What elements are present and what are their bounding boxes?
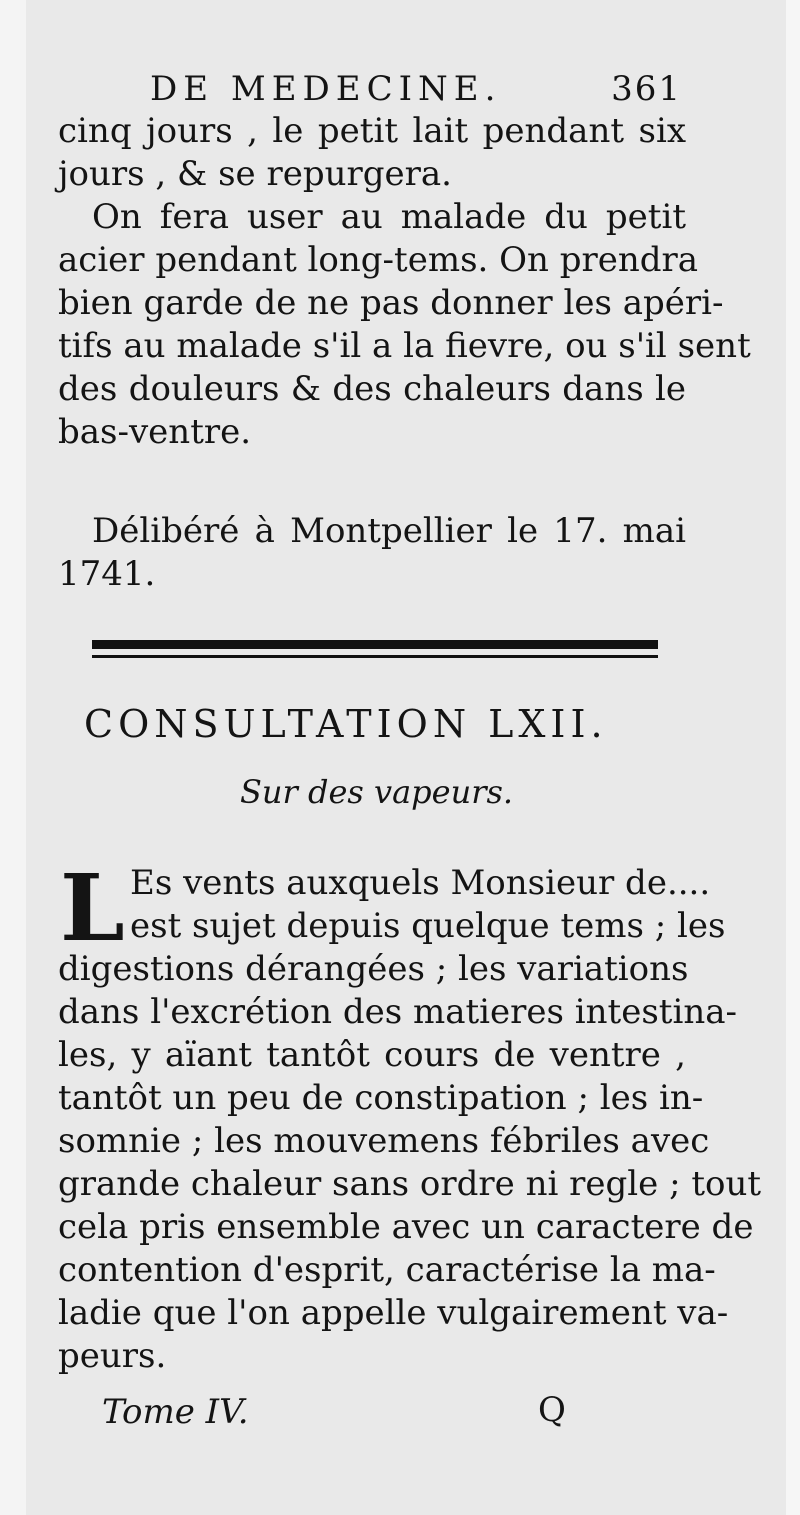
page-right-edge (786, 0, 800, 1515)
drop-cap-lines (130, 862, 726, 948)
consultation-title: CONSULTATION LXII. (84, 702, 608, 746)
text-line: dans l'excrétion des matieres intestina- (58, 992, 737, 1032)
page-number: 361 (611, 69, 682, 109)
text-line: peurs. (58, 1336, 167, 1376)
text-line: bas-ventre. (58, 412, 252, 452)
text-line: On fera user au malade du petit (92, 197, 686, 237)
text-line: cinq jours , le petit lait pendant six (58, 111, 686, 151)
text-line: cela pris ensemble avec un caractere de (58, 1207, 754, 1247)
text-line: Délibéré à Montpellier le 17. mai (92, 511, 686, 551)
text-line: des douleurs & des chaleurs dans le (58, 369, 686, 409)
text-line: grande chaleur sans ordre ni regle ; tout (58, 1164, 762, 1204)
page-left-edge (0, 0, 26, 1515)
text-line: ladie que l'on appelle vulgairement va- (58, 1293, 729, 1333)
section-divider-thin (92, 655, 658, 658)
text-line: jours , & se repurgera. (58, 154, 452, 194)
text-line: les, y aïant tantôt cours de ventre , (58, 1035, 686, 1075)
text-line: est sujet depuis quelque tems ; les (130, 906, 726, 946)
text-line: bien garde de ne pas donner les apéri- (58, 283, 724, 323)
text-line: 1741. (58, 554, 156, 594)
text-line: somnie ; les mouvemens fébriles avec (58, 1121, 710, 1161)
text-line: tantôt un peu de constipation ; les in- (58, 1078, 704, 1118)
section-divider-thick (92, 640, 658, 649)
text-line: contention d'esprit, caractérise la ma- (58, 1250, 716, 1290)
text-line: acier pendant long-tems. On prendra (58, 240, 699, 280)
signature-mark: Q (538, 1390, 566, 1430)
drop-cap: L (60, 854, 125, 962)
text-line: digestions dérangées ; les variations (58, 949, 689, 989)
deliberation-note (58, 510, 686, 596)
text-line: Es vents auxquels Monsieur de.... (130, 863, 711, 903)
text-line: tifs au malade s'il a la fievre, ou s'il sent (58, 326, 751, 366)
consultation-subtitle: Sur des vapeurs. (240, 773, 514, 811)
paragraph-petit-acier (58, 196, 751, 454)
volume-label: Tome IV. (102, 1392, 249, 1432)
paragraph-continuation (58, 110, 686, 196)
page-header (150, 66, 682, 112)
running-head: DE MEDECINE. (150, 69, 502, 109)
consultation-body (58, 948, 762, 1378)
